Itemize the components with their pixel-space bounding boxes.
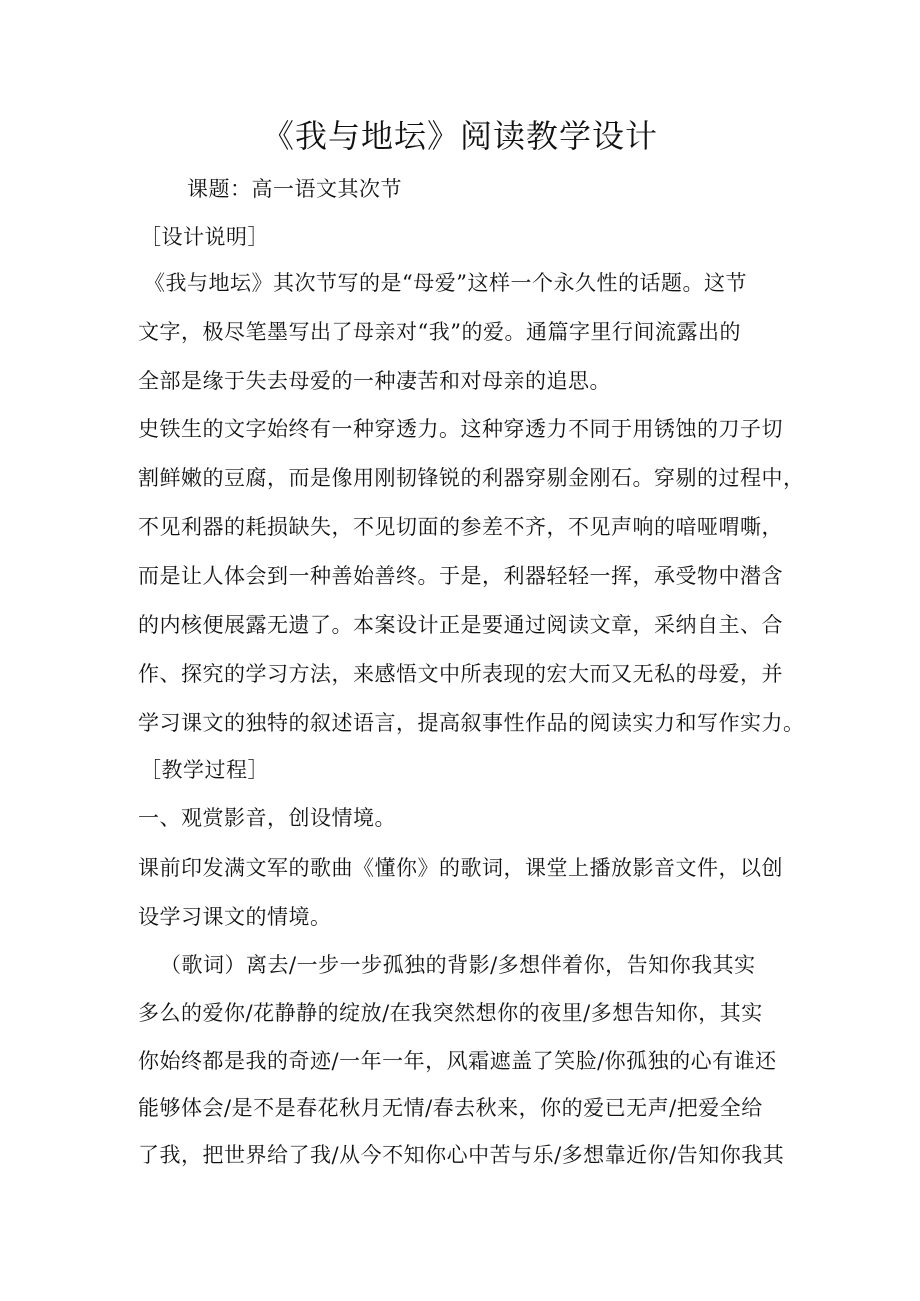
section-heading-design: ［设计说明］ — [140, 225, 269, 249]
paragraph-line: 文字，极尽笔墨写出了母亲对“我”的爱。通篇字里行间流露出的 — [138, 320, 741, 344]
section-heading-process: ［教学过程］ — [140, 758, 269, 782]
lyrics-line: （歌词）离去/一步一步孤独的背影/多想伴着你，告知你我其实 — [160, 953, 756, 977]
lyrics-line: 你始终都是我的奇迹/一年一年，风霜遮盖了笑脸/你孤独的心有谁还 — [138, 1049, 777, 1073]
document-title: 《我与地坛》阅读教学设计 — [261, 117, 658, 155]
paragraph-line: 不见利器的耗损缺失，不见切面的参差不齐，不见声响的喑哑喟嘶， — [138, 515, 783, 539]
paragraph-line: 割鲜嫩的豆腐，而是像用刚韧锋锐的利器穿剔金刚石。穿剔的过程中， — [138, 466, 805, 490]
paragraph-line: 作、探究的学习方法，来感悟文中所表现的宏大而又无私的母爱，并 — [138, 662, 783, 686]
paragraph-line: 学习课文的独特的叙述语言，提高叙事性作品的阅读实力和写作实力。 — [138, 711, 805, 735]
paragraph-line: 全部是缘于失去母爱的一种凄苦和对母亲的追思。 — [138, 369, 611, 393]
paragraph-line: 的内核便展露无遗了。本案设计正是要通过阅读文章，采纳自主、合 — [138, 613, 783, 637]
lyrics-line: 多么的爱你/花静静的绽放/在我突然想你的夜里/多想告知你，其实 — [138, 1001, 763, 1025]
lesson-subtitle: 课题：高一语文其次节 — [187, 177, 402, 201]
paragraph-line: 而是让人体会到一种善始善终。于是，利器轻轻一挥，承受物中潜含 — [138, 564, 783, 588]
step-heading: 一、观赏影音，创设情境。 — [138, 806, 396, 830]
paragraph-line: 史铁生的文字始终有一种穿透力。这种穿透力不同于用锈蚀的刀子切 — [138, 417, 783, 441]
paragraph-line: 设学习课文的情境。 — [138, 905, 332, 929]
paragraph-line: 课前印发满文军的歌曲《懂你》的歌词，课堂上播放影音文件，以创 — [138, 856, 783, 880]
paragraph-line: 《我与地坛》其次节写的是“母爱”这样一个永久性的话题。这节 — [144, 271, 747, 295]
lyrics-line: 能够体会/是不是春花秋月无情/春去秋来，你的爱已无声/把爱全给 — [138, 1096, 763, 1120]
lyrics-line: 了我，把世界给了我/从今不知你心中苦与乐/多想靠近你/告知你我其 — [138, 1143, 785, 1167]
